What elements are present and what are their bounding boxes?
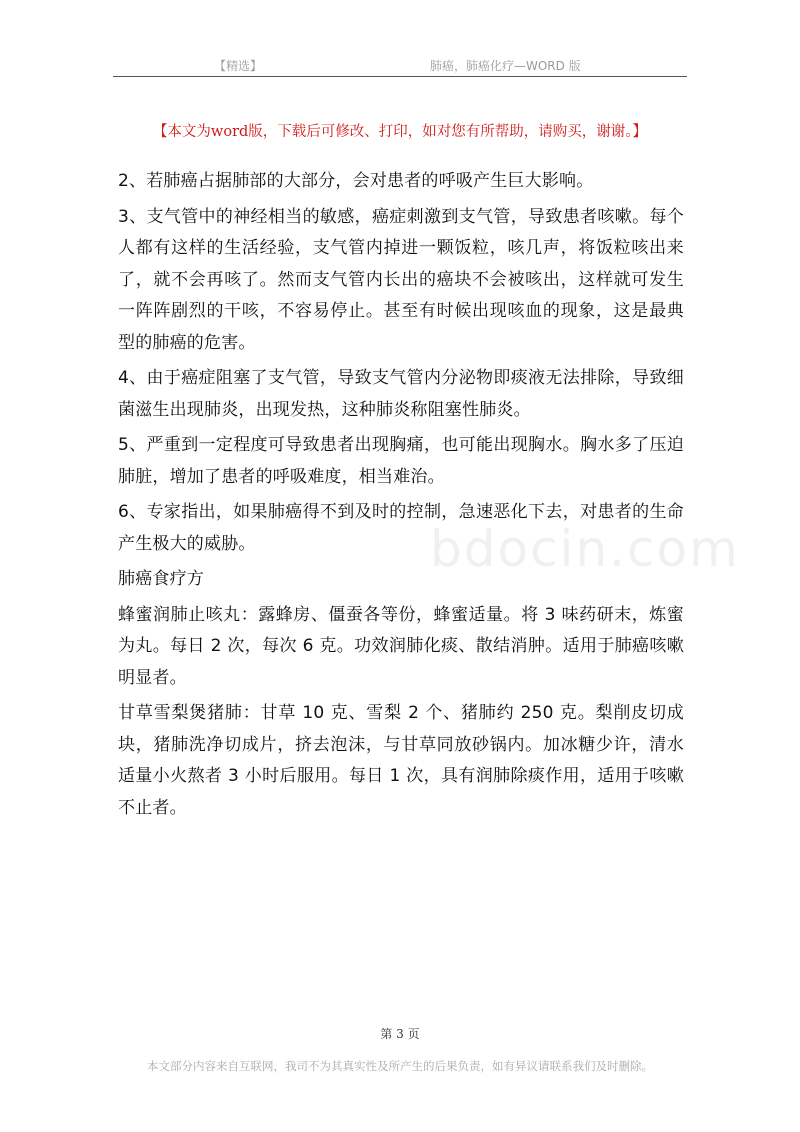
page-header — [0, 57, 800, 77]
document-body — [118, 166, 684, 828]
paragraph: 4、由于癌症阻塞了支气管，导致支气管内分泌物即痰液无法排除，导致细菌滋生出现肺炎，出现发热，这种肺炎称阻塞性肺炎。 — [118, 368, 684, 420]
section-heading: 肺癌食疗方 — [118, 569, 204, 589]
paragraph: 蜂蜜润肺止咳丸：露蜂房、僵蚕各等份，蜂蜜适量。将 3 味药研末，炼蜜为丸。每日 2 次，每次 6 克。功效润肺化痰、散结消肿。适用于肺癌咳嗽明显者。 — [118, 604, 684, 688]
red-notice: 【本文为word版，下载后可修改、打印，如对您有所帮助，请购买，谢谢。】 — [152, 124, 648, 140]
watermark: bdocin.com — [430, 520, 740, 578]
paragraph: 3、支气管中的神经相当的敏感，癌症刺激到支气管，导致患者咳嗽。每个人都有这样的生活经验，支气管内掉进一颗饭粒，咳几声，将饭粒咳出来了，就不会再咳了。然而支气管内长出的癌块不会被咳出，这样就可发生一阵阵剧烈的干咳，不容易停止。甚至有时候出现咳血的现象，这是最典型的肺癌的危害。 — [118, 206, 684, 353]
paragraph: 甘草雪梨煲猪肺：甘草 10 克、雪梨 2 个、猪肺约 250 克。梨削皮切成块，猪肺洗净切成片，挤去泡沫，与甘草同放砂锅内。加冰糖少许，清水适量小火熬者 3 小时后服用。每日 1 次，具有润肺除痰作用，适用于咳嗽不止者。 — [118, 703, 684, 818]
paragraph: 6、专家指出，如果肺癌得不到及时的控制，急速恶化下去，对患者的生命产生极大的威胁。 — [118, 502, 684, 554]
paragraph: 5、严重到一定程度可导致患者出现胸痛，也可能出现胸水。胸水多了压迫肺脏，增加了患者的呼吸难度，相当难治。 — [118, 435, 684, 487]
paragraph: 2、若肺癌占据肺部的大部分，会对患者的呼吸产生巨大影响。 — [118, 171, 594, 191]
footer-disclaimer: 本文部分内容来自互联网，我司不为其真实性及所产生的后果负责，如有异议请联系我们及时删除。 — [147, 1059, 653, 1073]
header-right-text: 肺癌，肺癌化疗—WORD 版 — [430, 59, 581, 73]
header-divider — [113, 76, 687, 77]
page-number: 第 3 页 — [380, 1027, 420, 1041]
header-left-text: 【精选】 — [214, 59, 263, 73]
